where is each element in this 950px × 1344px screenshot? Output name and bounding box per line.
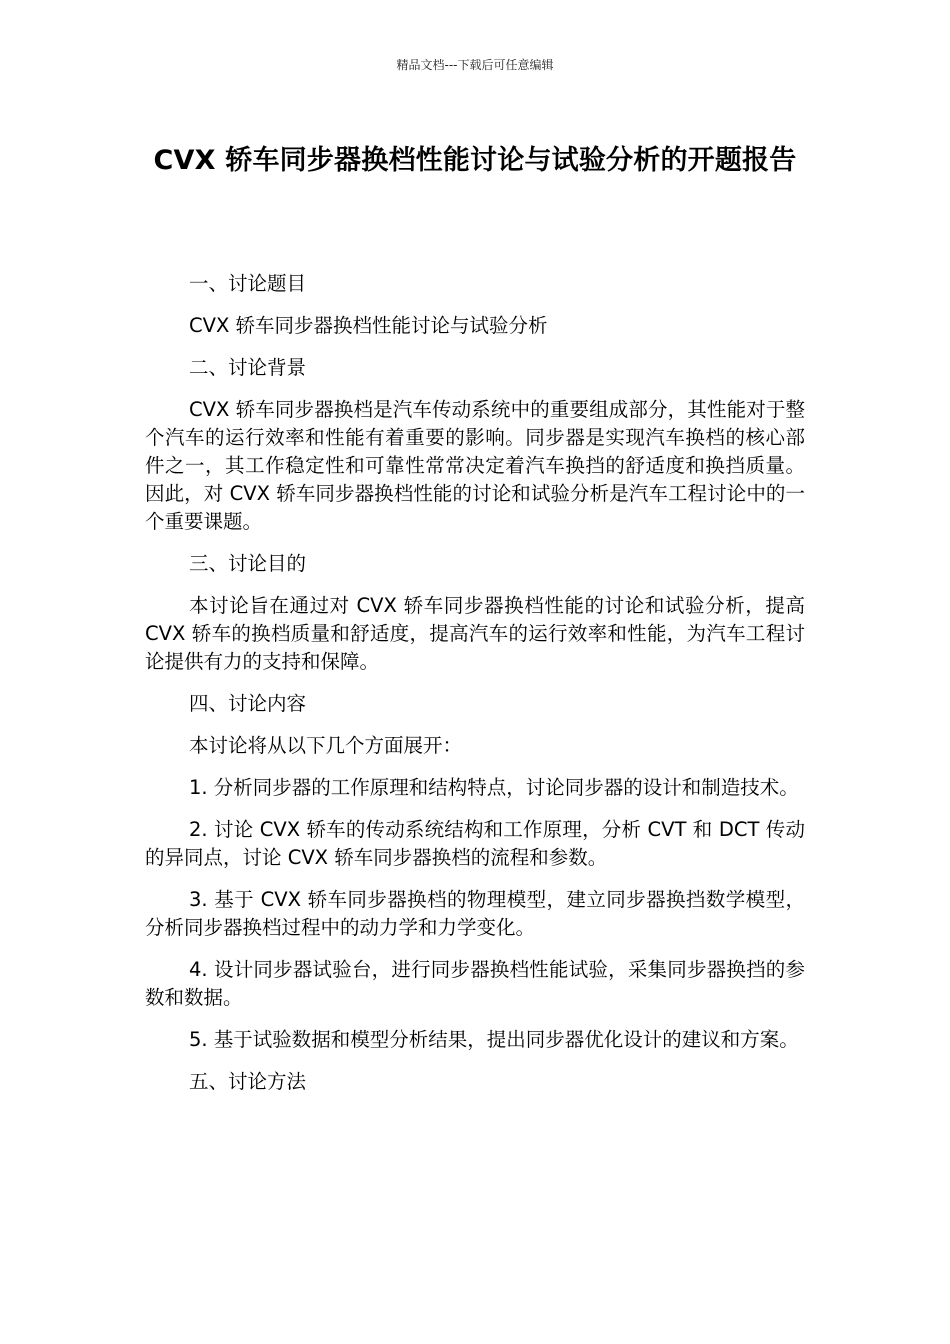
content-item-1: 1. 分析同步器的工作原理和结构特点，讨论同步器的设计和制造技术。 — [189, 776, 799, 799]
content-item-4: 4. 设计同步器试验台，进行同步器换档性能试验，采集同步器换挡的参数和数据。 — [145, 958, 805, 1009]
topic-text: CVX 轿车同步器换档性能讨论与试验分析 — [189, 314, 548, 337]
section-heading-purpose: 三、讨论目的 — [189, 552, 307, 575]
content-item-3: 3. 基于 CVX 轿车同步器换档的物理模型，建立同步器换挡数学模型，分析同步器换档过程中的动力学和力学变化。 — [145, 888, 805, 939]
header-note: 精品文档---下载后可任意编辑 — [396, 58, 554, 72]
document-body — [145, 270, 805, 1110]
background-paragraph: CVX 轿车同步器换档是汽车传动系统中的重要组成部分，其性能对于整个汽车的运行效率和性能有着重要的影响。同步器是实现汽车换档的核心部件之一，其工作稳定性和可靠性常常决定着汽车换挡的舒适度和换挡质量。因此，对 CVX 轿车同步器换档性能的讨论和试验分析是汽车工程讨论中的一个重要课题。 — [145, 398, 805, 533]
content-intro: 本讨论将从以下几个方面展开： — [189, 734, 463, 757]
document-title: CVX 轿车同步器换档性能讨论与试验分析的开题报告 — [153, 145, 797, 176]
content-item-2: 2. 讨论 CVX 轿车的传动系统结构和工作原理，分析 CVT 和 DCT 传动的异同点，讨论 CVX 轿车同步器换档的流程和参数。 — [145, 818, 805, 869]
section-heading-content: 四、讨论内容 — [189, 692, 307, 715]
section-heading-method: 五、讨论方法 — [189, 1070, 307, 1093]
content-item-5: 5. 基于试验数据和模型分析结果，提出同步器优化设计的建议和方案。 — [189, 1028, 799, 1051]
section-heading-background: 二、讨论背景 — [189, 356, 307, 379]
section-heading-topic: 一、讨论题目 — [189, 272, 307, 295]
purpose-paragraph: 本讨论旨在通过对 CVX 轿车同步器换档性能的讨论和试验分析，提高 CVX 轿车的换档质量和舒适度，提高汽车的运行效率和性能，为汽车工程讨论提供有力的支持和保障。 — [145, 594, 805, 673]
